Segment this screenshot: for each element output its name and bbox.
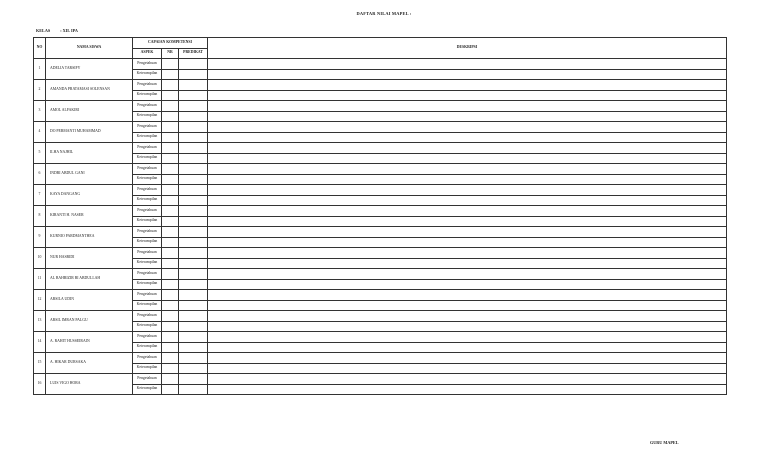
score-cell[interactable] [162,248,179,259]
description-cell[interactable] [208,342,727,353]
student-name: NUR HASBIDI [46,248,133,269]
student-name: A. RAHIT HUSSEIRAIN [46,332,133,353]
student-name: INDRI ABDUL GANI [46,164,133,185]
student-name: A. HIKAR DURSAKA [46,353,133,374]
predicate-cell[interactable] [179,111,208,122]
score-cell[interactable] [162,353,179,364]
table-row [34,269,727,280]
description-cell[interactable] [208,206,727,217]
table-row [34,132,727,143]
table-row [34,353,727,364]
student-number: 6 [34,164,46,185]
predicate-cell[interactable] [179,174,208,185]
description-cell[interactable] [208,363,727,374]
predicate-cell[interactable] [179,153,208,164]
description-cell[interactable] [208,90,727,101]
predicate-cell[interactable] [179,321,208,332]
description-cell[interactable] [208,311,727,322]
score-cell[interactable] [162,300,179,311]
predicate-cell[interactable] [179,122,208,133]
predicate-cell[interactable] [179,59,208,70]
student-rows [34,59,727,395]
predicate-cell[interactable] [179,195,208,206]
table-row [34,384,727,395]
student-number: 12 [34,290,46,311]
aspect-knowledge: Pengetahuan [133,332,162,343]
aspect-skill: Keterampilan [133,258,162,269]
aspect-skill: Keterampilan [133,216,162,227]
description-cell[interactable] [208,132,727,143]
aspect-skill: Keterampilan [133,111,162,122]
student-number: 2 [34,80,46,101]
predicate-cell[interactable] [179,353,208,364]
table-row [34,143,727,154]
class-label: KELAS [36,28,51,33]
table-row [34,363,727,374]
predicate-cell[interactable] [179,185,208,196]
aspect-skill: Keterampilan [133,363,162,374]
score-cell[interactable] [162,59,179,70]
aspect-knowledge: Pengetahuan [133,164,162,175]
description-cell[interactable] [208,279,727,290]
aspect-skill: Keterampilan [133,153,162,164]
score-cell[interactable] [162,185,179,196]
table-row [34,101,727,112]
aspect-skill: Keterampilan [133,90,162,101]
table-row [34,59,727,70]
score-cell[interactable] [162,164,179,175]
table-row [34,122,727,133]
aspect-skill: Keterampilan [133,384,162,395]
aspect-knowledge: Pengetahuan [133,269,162,280]
student-number: 7 [34,185,46,206]
description-cell[interactable] [208,237,727,248]
student-name: AMOL ALFAKIRI [46,101,133,122]
aspect-skill: Keterampilan [133,69,162,80]
header-no: NO [34,38,46,59]
description-cell[interactable] [208,80,727,91]
student-name: KIRANTI H. NASER [46,206,133,227]
description-cell[interactable] [208,174,727,185]
description-cell[interactable] [208,321,727,332]
aspect-knowledge: Pengetahuan [133,80,162,91]
description-cell[interactable] [208,300,727,311]
table-row [34,69,727,80]
table-row [34,80,727,91]
aspect-knowledge: Pengetahuan [133,227,162,238]
score-cell[interactable] [162,174,179,185]
predicate-cell[interactable] [179,300,208,311]
description-cell[interactable] [208,258,727,269]
score-cell[interactable] [162,216,179,227]
student-number: 5 [34,143,46,164]
aspect-skill: Keterampilan [133,300,162,311]
student-name: KAYA DANGANG [46,185,133,206]
aspect-skill: Keterampilan [133,132,162,143]
student-name: LUIS VIGO HORA [46,374,133,395]
predicate-cell[interactable] [179,374,208,385]
predicate-cell[interactable] [179,80,208,91]
score-cell[interactable] [162,311,179,322]
student-number: 1 [34,59,46,80]
predicate-cell[interactable] [179,258,208,269]
description-cell[interactable] [208,269,727,280]
description-cell[interactable] [208,227,727,238]
student-number: 14 [34,332,46,353]
description-cell[interactable] [208,143,727,154]
score-cell[interactable] [162,363,179,374]
student-number: 13 [34,311,46,332]
description-cell[interactable] [208,59,727,70]
aspect-knowledge: Pengetahuan [133,122,162,133]
student-number: 11 [34,269,46,290]
predicate-cell[interactable] [179,332,208,343]
score-cell[interactable] [162,384,179,395]
predicate-cell[interactable] [179,248,208,259]
aspect-knowledge: Pengetahuan [133,143,162,154]
aspect-skill: Keterampilan [133,342,162,353]
aspect-skill: Keterampilan [133,279,162,290]
student-number: 4 [34,122,46,143]
table-row [34,311,727,322]
predicate-cell[interactable] [179,216,208,227]
description-cell[interactable] [208,185,727,196]
description-cell[interactable] [208,248,727,259]
predicate-cell[interactable] [179,164,208,175]
predicate-cell[interactable] [179,132,208,143]
student-name: AL BAHRIZIR BI ABDULLAH [46,269,133,290]
aspect-knowledge: Pengetahuan [133,59,162,70]
student-name: DO PERMANTI MUHAMMAD [46,122,133,143]
score-cell[interactable] [162,321,179,332]
predicate-cell[interactable] [179,279,208,290]
score-cell[interactable] [162,101,179,112]
score-cell[interactable] [162,122,179,133]
description-cell[interactable] [208,384,727,395]
header-predicate: PREDIKAT [179,48,208,59]
class-info [36,28,88,33]
teacher-signature-label: GURU MAPEL [650,440,679,445]
description-cell[interactable] [208,101,727,112]
predicate-cell[interactable] [179,269,208,280]
predicate-cell[interactable] [179,206,208,217]
description-cell[interactable] [208,353,727,364]
table-row [34,290,727,301]
student-name: ADELIA TARSIFY [46,59,133,80]
score-cell[interactable] [162,132,179,143]
description-cell[interactable] [208,216,727,227]
table-row [34,342,727,353]
aspect-skill: Keterampilan [133,195,162,206]
student-number: 10 [34,248,46,269]
description-cell[interactable] [208,290,727,301]
table-row [34,164,727,175]
predicate-cell[interactable] [179,227,208,238]
score-cell[interactable] [162,227,179,238]
header-competency: CAPAIAN KOMPETENSI [133,38,208,49]
aspect-skill: Keterampilan [133,237,162,248]
description-cell[interactable] [208,374,727,385]
score-cell[interactable] [162,374,179,385]
predicate-cell[interactable] [179,101,208,112]
predicate-cell[interactable] [179,384,208,395]
table-row [34,332,727,343]
table-row [34,374,727,385]
table-row [34,90,727,101]
table-row [34,153,727,164]
predicate-cell[interactable] [179,143,208,154]
table-row [34,248,727,259]
aspect-skill: Keterampilan [133,174,162,185]
score-cell[interactable] [162,206,179,217]
table-row [34,237,727,248]
table-row [34,300,727,311]
student-name: ILHA NAJHIL [46,143,133,164]
aspect-knowledge: Pengetahuan [133,374,162,385]
table-row [34,227,727,238]
document-title: DAFTAR NILAI MAPEL : [356,11,412,16]
student-number: 16 [34,374,46,395]
student-number: 15 [34,353,46,374]
student-name: KURNIO PARDMANTHEA [46,227,133,248]
description-cell[interactable] [208,332,727,343]
predicate-cell[interactable] [179,90,208,101]
score-cell[interactable] [162,69,179,80]
predicate-cell[interactable] [179,363,208,374]
aspect-knowledge: Pengetahuan [133,353,162,364]
description-cell[interactable] [208,153,727,164]
predicate-cell[interactable] [179,311,208,322]
aspect-knowledge: Pengetahuan [133,206,162,217]
aspect-knowledge: Pengetahuan [133,185,162,196]
score-cell[interactable] [162,269,179,280]
aspect-knowledge: Pengetahuan [133,290,162,301]
student-number: 8 [34,206,46,227]
aspect-knowledge: Pengetahuan [133,311,162,322]
table-row [34,321,727,332]
description-cell[interactable] [208,69,727,80]
score-cell[interactable] [162,332,179,343]
score-cell[interactable] [162,290,179,301]
grades-table [33,37,727,395]
predicate-cell[interactable] [179,290,208,301]
table-row [34,216,727,227]
table-row [34,206,727,217]
predicate-cell[interactable] [179,342,208,353]
score-cell[interactable] [162,111,179,122]
description-cell[interactable] [208,195,727,206]
score-cell[interactable] [162,143,179,154]
student-name: ARSIL IMRAN PALGU [46,311,133,332]
table-row [34,174,727,185]
header-score: NR [162,48,179,59]
score-cell[interactable] [162,258,179,269]
score-cell[interactable] [162,80,179,91]
predicate-cell[interactable] [179,69,208,80]
class-value: : XII. IPA [60,28,78,33]
table-row [34,195,727,206]
student-name: AMANDA PRATAMASI SOLENSAN [46,80,133,101]
table-row [34,111,727,122]
score-cell[interactable] [162,153,179,164]
header-student-name: NAMA SISWA [46,38,133,59]
score-cell[interactable] [162,90,179,101]
description-cell[interactable] [208,164,727,175]
header-description: DESKRIPSI [208,38,727,59]
student-number: 9 [34,227,46,248]
score-cell[interactable] [162,342,179,353]
header-aspect: ASPEK [133,48,162,59]
description-cell[interactable] [208,111,727,122]
student-number: 3 [34,101,46,122]
table-row [34,185,727,196]
score-cell[interactable] [162,279,179,290]
aspect-skill: Keterampilan [133,321,162,332]
score-cell[interactable] [162,195,179,206]
aspect-knowledge: Pengetahuan [133,101,162,112]
score-cell[interactable] [162,237,179,248]
predicate-cell[interactable] [179,237,208,248]
student-name: ARSILA UDIN [46,290,133,311]
aspect-knowledge: Pengetahuan [133,248,162,259]
table-row [34,279,727,290]
description-cell[interactable] [208,122,727,133]
table-row [34,258,727,269]
